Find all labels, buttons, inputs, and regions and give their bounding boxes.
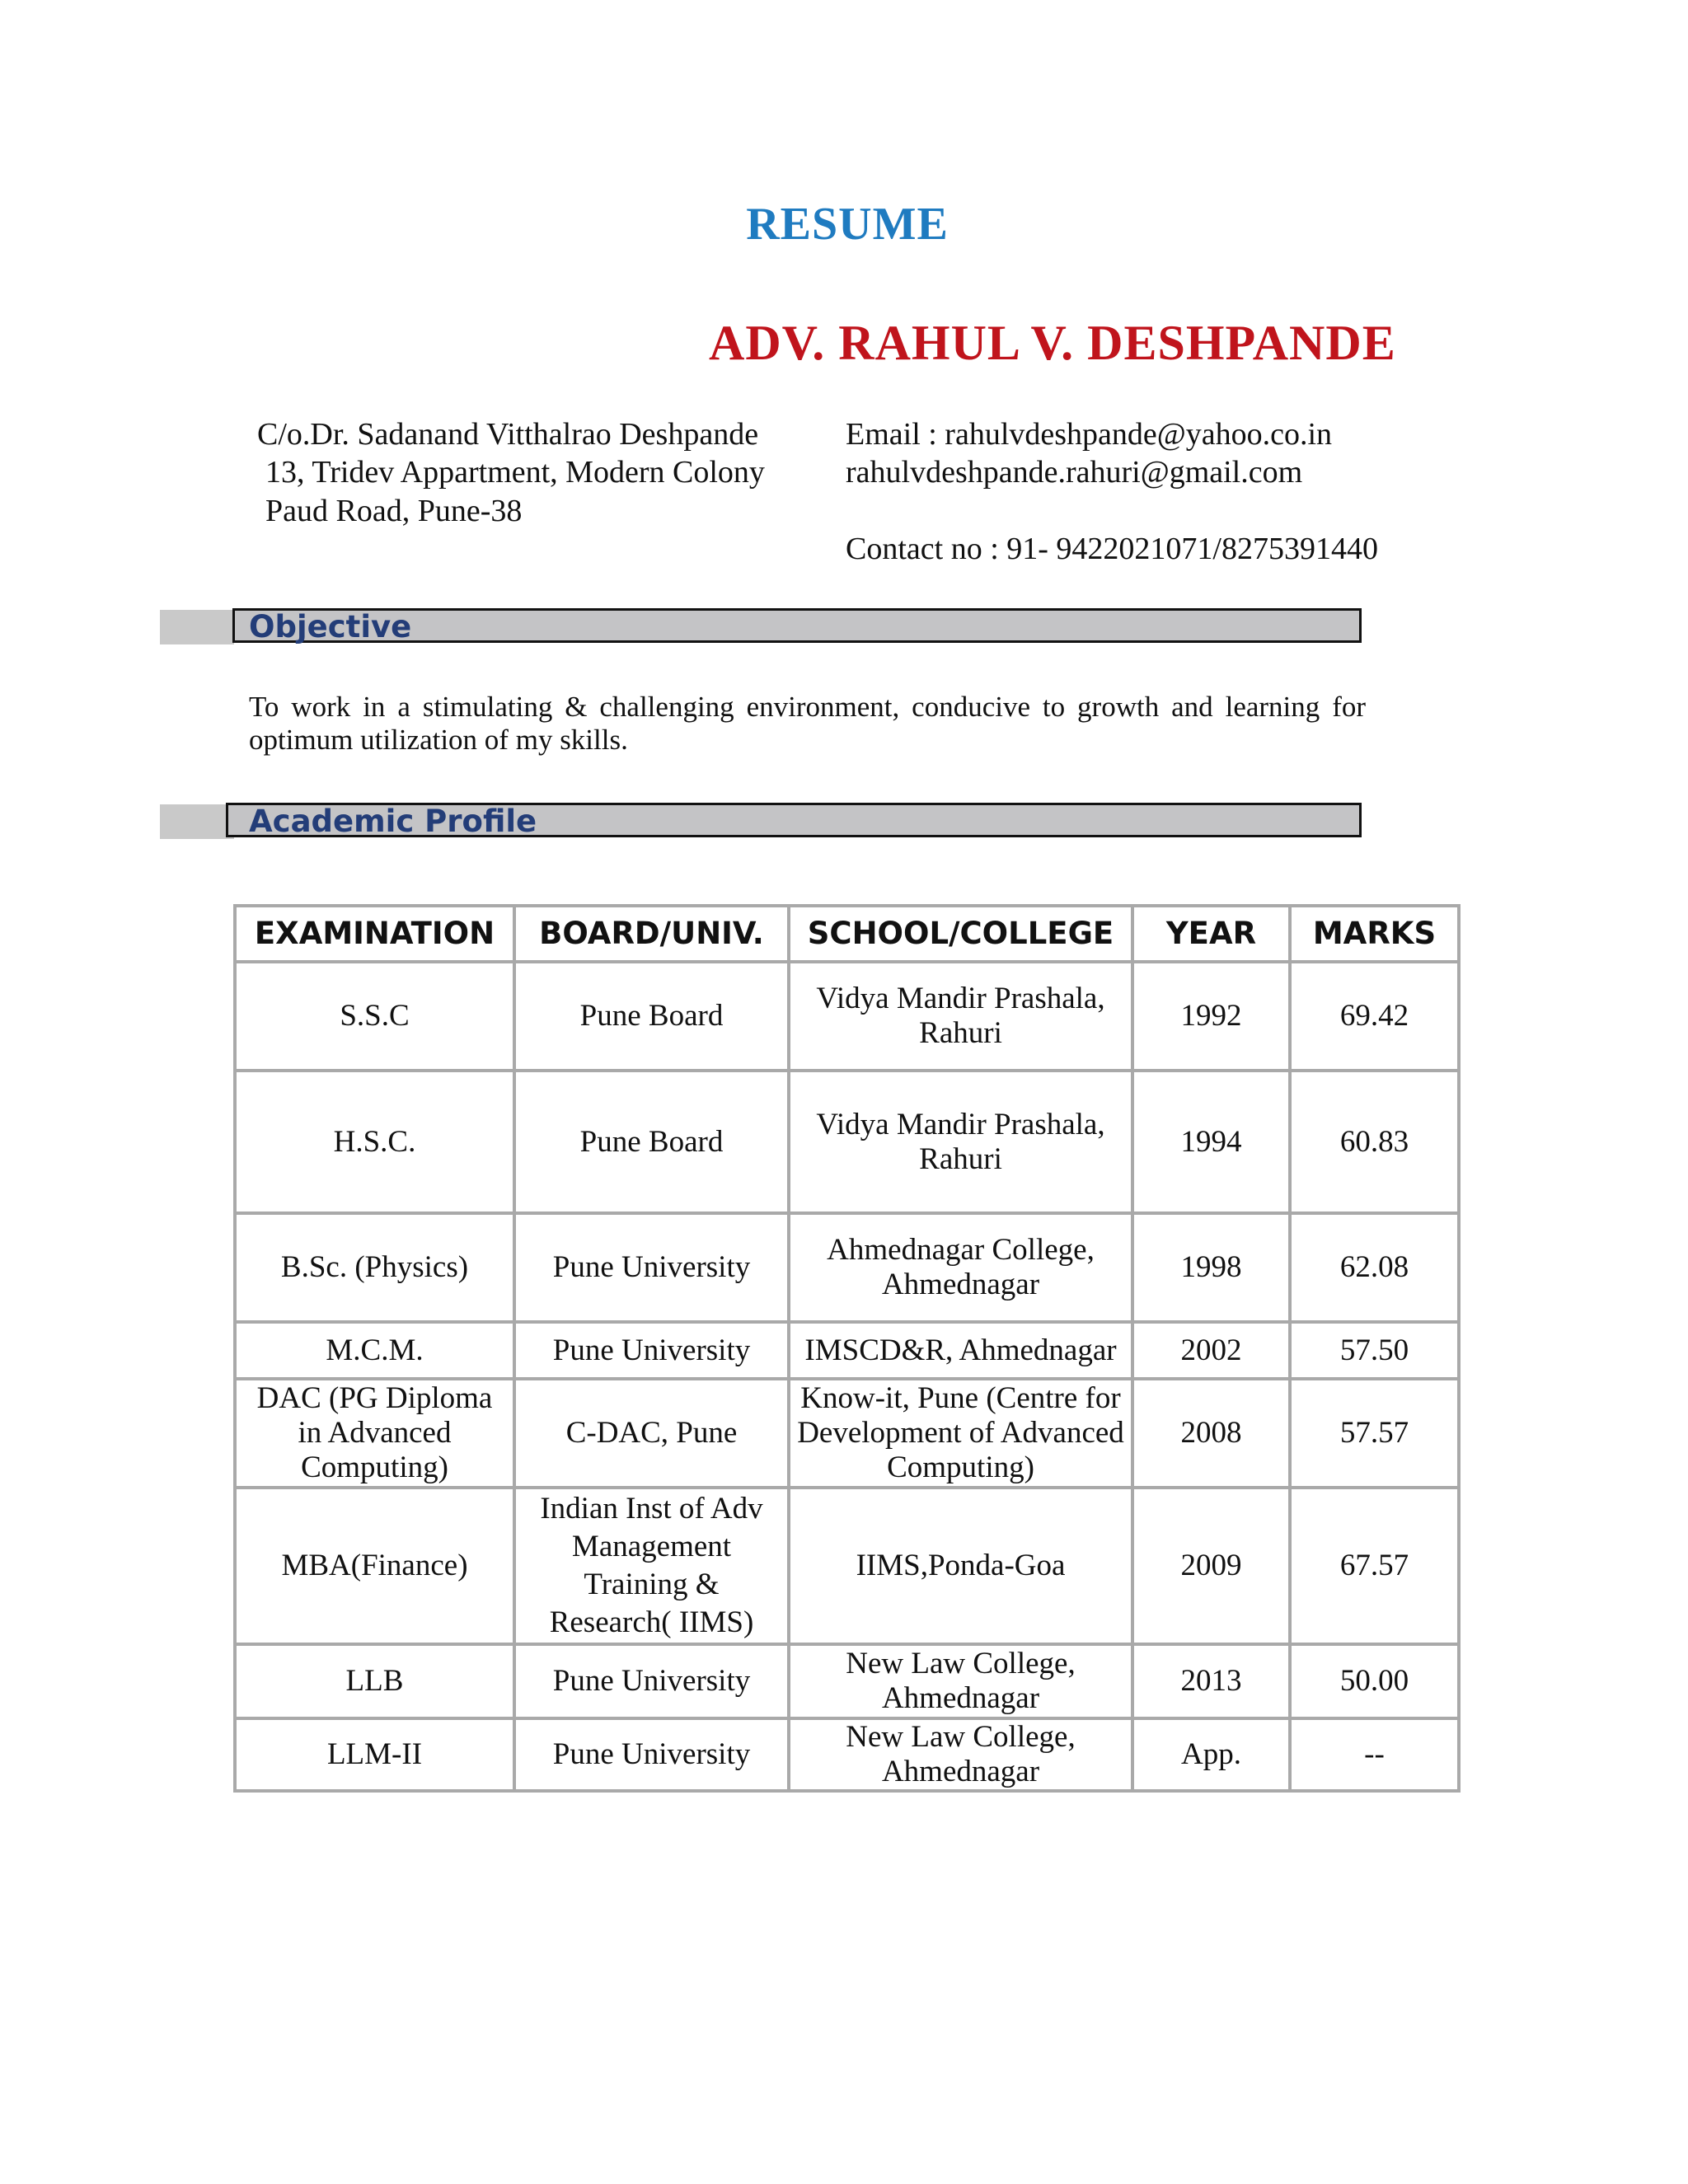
board-cell: Pune University bbox=[514, 1718, 789, 1791]
address-line-1: C/o.Dr. Sadanand Vitthalrao Deshpande bbox=[257, 417, 759, 452]
exam-cell: LLB bbox=[235, 1644, 514, 1718]
board-cell: Indian Inst of Adv Management Training & Research( IIMS) bbox=[514, 1488, 789, 1644]
marks-cell: 67.57 bbox=[1290, 1488, 1459, 1644]
marks-cell: 50.00 bbox=[1290, 1644, 1459, 1718]
address-line-3: Paud Road, Pune-38 bbox=[265, 494, 523, 528]
exam-cell: S.S.C bbox=[235, 962, 514, 1071]
board-cell: Pune University bbox=[514, 1644, 789, 1718]
board-cell: Pune Board bbox=[514, 1071, 789, 1213]
column-header-board: BOARD/UNIV. bbox=[514, 906, 789, 962]
address-line-2: 13, Tridev Appartment, Modern Colony bbox=[265, 455, 765, 490]
school-cell: Vidya Mandir Prashala, Rahuri bbox=[789, 962, 1132, 1071]
candidate-name: ADV. RAHUL V. DESHPANDE bbox=[709, 316, 1396, 370]
table-row bbox=[235, 1718, 1459, 1791]
board-cell: Pune Board bbox=[514, 962, 789, 1071]
board-cell: Pune University bbox=[514, 1322, 789, 1379]
table-row bbox=[235, 1071, 1459, 1213]
exam-cell: B.Sc. (Physics) bbox=[235, 1213, 514, 1322]
marks-cell: 57.57 bbox=[1290, 1379, 1459, 1488]
year-cell: 2009 bbox=[1132, 1488, 1290, 1644]
document-title: RESUME bbox=[746, 199, 949, 250]
school-cell: Know-it, Pune (Centre for Development of Advanced Computing) bbox=[789, 1379, 1132, 1488]
academic-heading: Academic Profile bbox=[249, 804, 537, 839]
marks-cell: -- bbox=[1290, 1718, 1459, 1791]
year-cell: 2013 bbox=[1132, 1644, 1290, 1718]
table-row bbox=[235, 1213, 1459, 1322]
column-header-school: SCHOOL/COLLEGE bbox=[789, 906, 1132, 962]
exam-cell: M.C.M. bbox=[235, 1322, 514, 1379]
exam-cell: H.S.C. bbox=[235, 1071, 514, 1213]
objective-text: To work in a stimulating & challenging environment, conducive to growth and learning for optimum utilization of my skills. bbox=[249, 691, 1366, 756]
table-header-row bbox=[235, 906, 1459, 962]
academic-header-shade bbox=[160, 804, 234, 839]
table-row bbox=[235, 1322, 1459, 1379]
school-cell: New Law College, Ahmednagar bbox=[789, 1644, 1132, 1718]
school-cell: IIMS,Ponda-Goa bbox=[789, 1488, 1132, 1644]
email-primary: Email : rahulvdeshpande@yahoo.co.in bbox=[846, 417, 1333, 452]
year-cell: 2008 bbox=[1132, 1379, 1290, 1488]
column-header-marks: MARKS bbox=[1290, 906, 1459, 962]
board-cell: Pune University bbox=[514, 1213, 789, 1322]
marks-cell: 60.83 bbox=[1290, 1071, 1459, 1213]
column-header-year: YEAR bbox=[1132, 906, 1290, 962]
table-row bbox=[235, 962, 1459, 1071]
table-row bbox=[235, 1644, 1459, 1718]
exam-cell: DAC (PG Diploma in Advanced Computing) bbox=[235, 1379, 514, 1488]
academic-table bbox=[233, 904, 1461, 1793]
marks-cell: 57.50 bbox=[1290, 1322, 1459, 1379]
marks-cell: 62.08 bbox=[1290, 1213, 1459, 1322]
year-cell: 1992 bbox=[1132, 962, 1290, 1071]
school-cell: Vidya Mandir Prashala, Rahuri bbox=[789, 1071, 1132, 1213]
school-cell: New Law College, Ahmednagar bbox=[789, 1718, 1132, 1791]
exam-cell: MBA(Finance) bbox=[235, 1488, 514, 1644]
table-row bbox=[235, 1488, 1459, 1644]
exam-cell: LLM-II bbox=[235, 1718, 514, 1791]
school-cell: IMSCD&R, Ahmednagar bbox=[789, 1322, 1132, 1379]
year-cell: 1994 bbox=[1132, 1071, 1290, 1213]
email-secondary: rahulvdeshpande.rahuri@gmail.com bbox=[846, 455, 1303, 490]
year-cell: App. bbox=[1132, 1718, 1290, 1791]
school-cell: Ahmednagar College, Ahmednagar bbox=[789, 1213, 1132, 1322]
year-cell: 2002 bbox=[1132, 1322, 1290, 1379]
objective-header-shade bbox=[160, 610, 234, 644]
contact-number: Contact no : 91- 9422021071/8275391440 bbox=[846, 532, 1378, 566]
board-cell: C-DAC, Pune bbox=[514, 1379, 789, 1488]
column-header-examination: EXAMINATION bbox=[235, 906, 514, 962]
marks-cell: 69.42 bbox=[1290, 962, 1459, 1071]
table-row bbox=[235, 1379, 1459, 1488]
objective-heading: Objective bbox=[249, 609, 412, 644]
year-cell: 1998 bbox=[1132, 1213, 1290, 1322]
